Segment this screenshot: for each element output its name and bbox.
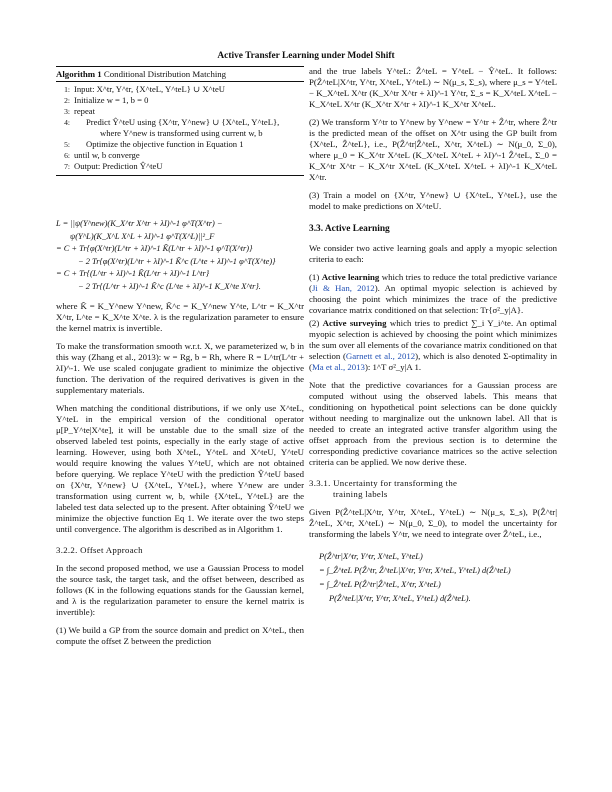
paragraph: where K̃ = K_Y^new Y^new, K̃^c = K_Y^new Y^te, L^tr = K_X^tr X^tr, L^te = K_X^te X^te. λ is the regularization parameter to ensure the kernel matrix is invertible. bbox=[56, 301, 304, 333]
running-head: Active Transfer Learning under Model Shift bbox=[217, 51, 395, 61]
paragraph: Given P(Ẑ^teL|X^tr, Y^tr, X^teL, Y^teL) ∼ N(μ_s, Σ_s), P(Ẑ^tr|Ẑ^teL, X^tr, X^teL) ∼ N(μ_0, Σ_0), to model the uncertainty for transforming the labels Y^tr, we need to integrate over Ẑ^teL, i.e., bbox=[309, 507, 557, 539]
section-heading-offset: 3.2.2. Offset Approach bbox=[56, 545, 143, 555]
integral-equation: P(Ẑ^tr|X^tr, Y^tr, X^teL, Y^teL) = ∫_Ẑ^teL P(Ẑ^tr, Ẑ^teL|X^tr, Y^tr, X^teL, Y^teL) d(Ẑ^teL) = ∫_Ẑ^teL P(Ẑ^tr|Ẑ^teL, X^tr, X^teL) P(Ẑ^teL|X^tr, Y^tr, X^teL, Y^teL) d(Ẑ^teL). bbox=[319, 552, 511, 603]
active-learning-item: (1) Active learning which tries to reduce the total predictive variance (Ji & Han, 2012). An optimal myopic selection is achieved by choosing the point which minimizes the trace of the predictive covariance matrix conditioned on that selection: Tr{σ²_y|A}. bbox=[309, 272, 557, 315]
algorithm-label: Algorithm 1 bbox=[56, 69, 102, 79]
algorithm-line: 3: repeat bbox=[64, 106, 95, 116]
algorithm-box bbox=[56, 66, 304, 176]
algorithm-title-text: Conditional Distribution Matching bbox=[103, 69, 227, 79]
algorithm-line: where Y^new is transformed using current w, b bbox=[100, 128, 263, 138]
algorithm-title bbox=[56, 67, 304, 82]
active-surveying-item: (2) Active surveying which tries to predict ∑_i Y_i^te. An optimal myopic selection is achieved by choosing the point which minimizes the sum over all elements of the covariance matrix conditioned on that selection (Garnett et al., 2012), which is also denoted Σ-optimality in (Ma et al., 2013): 1^T σ²_y|A 1. bbox=[309, 318, 557, 372]
citation-link[interactable]: Garnett et al., 2012 bbox=[345, 351, 416, 361]
section-heading-active-learning: 3.3. Active Learning bbox=[309, 224, 390, 234]
algorithm-line: 5: Optimize the objective function in Equation 1 bbox=[64, 139, 244, 149]
paragraph: and the true labels Y^teL: Ẑ^teL = Y^teL − Ŷ^teL. It follows: P(Ẑ^teL|X^tr, Y^tr, X^teL, Y^teL) ∼ N(μ_s, Σ_s), where μ_s = Y^teL − K_X^teL X^tr (K_X^tr X^tr + λI)^-1 Y^tr, Σ_s = K_X^teL X^teL − K_X^teL X^tr (K_X^tr X^tr + λI)^-1 K_X^tr X^teL. bbox=[309, 66, 557, 109]
objective-equation: L = ||ψ(Y^new)(K_X^tr X^tr + λI)^-1 φ^T(X^tr) − ψ(Y^L)(K_X^L X^L + λI)^-1 φ^T(X^L)||²_F = C + Tr{φ(X^tr)(L^tr + λI)^-1 K̃(L^tr + λI)^-1 φ^T(X^tr)} − 2 Tr{φ(X^tr)(L^tr + λI)^-1 K̃^c (L^te + λI)^-1 φ^T(X^te)} = C + Tr{(L^tr + λI)^-1 K̃(L^tr + λI)^-1 L^tr} − 2 Tr{(L^tr + λI)^-1 K̃^c (L^te + λI)^-1 K_X^te X^tr}. bbox=[56, 219, 276, 291]
algorithm-line: 1: Input: X^tr, Y^tr, {X^teL, Y^teL} ∪ X^teU bbox=[64, 84, 225, 94]
paragraph: In the second proposed method, we use a Gaussian Process to model the source task, the target task, and the offset between, described as follows (K in the following equations stands for the Gaussian kernel, and λ is the regularization parameter to ensure the kernel matrix is invertible): bbox=[56, 563, 304, 617]
left-column bbox=[56, 66, 304, 654]
citation-link[interactable]: Ma et al., 2013 bbox=[311, 362, 365, 372]
algorithm-line: 7: Output: Prediction Ŷ^teU bbox=[64, 161, 163, 171]
paragraph: (1) We build a GP from the source domain and predict on X^teL, then compute the offset Z between the prediction bbox=[56, 625, 304, 646]
paragraph: When matching the conditional distributions, if we only use X^teL, Y^teL in the empirical version of the conditional operator μ[P_Y^te|X^te], it will be unstable due to the small size of the observed labeled test points, especially in the early stage of active learning. However, using both X^teL, Y^teL and X^teU, Y^teU would require knowing the values Y^teU, which are not obtained before querying. We replace Y^teU with the prediction Ŷ^teU based on {X^tr, Y^new} ∪ {X^teL, Y^teL}, where Y^new are under transformation using current w, b, while {X^teL, Y^teL} are the labeled test data selected up to the present. After obtaining Ŷ^teU we minimize the objective function Eq 1. We iterate over the two steps until convergence. The algorithm is described as in Algorithm 1. bbox=[56, 403, 304, 534]
section-heading-uncertainty: 3.3.1. Uncertainty for transforming the training labels bbox=[309, 478, 458, 499]
algorithm-line: 2: Initialize w = 1, b = 0 bbox=[64, 95, 149, 105]
paragraph: To make the transformation smooth w.r.t. X, we parameterized w, b in this way (Zhang et al., 2013): w = Rg, b = Rh, where R = L^tr(L^tr + λI)^-1. We use scaled conjugate gradient to minimize the objective function. The derivation of the required derivatives is given in the supplementary materials. bbox=[56, 341, 304, 395]
paragraph: (2) We transform Y^tr to Y^new by Y^new = Y^tr + Ẑ^tr, where Ẑ^tr is the predicted mean of the offset on X^tr using the GP built from {X^teL, Ẑ^teL}, i.e., P(Ẑ^tr|Ẑ^teL, X^tr, X^teL) ∼ N(μ_0, Σ_0), where μ_0 = K_X^tr X^teL (K_X^teL X^teL + λI)^-1 Ẑ^teL, Σ_0 = K_X^tr X^tr − K_X^tr X^teL (K_X^teL X^teL + λI)^-1 K_X^teL X^tr. bbox=[309, 117, 557, 182]
algorithm-line: 4: Predict Ŷ^teU using {X^tr, Y^new} ∪ {X^teL, Y^teL}, bbox=[64, 117, 280, 127]
paragraph: (3) Train a model on {X^tr, Y^new} ∪ {X^teL, Y^teL}, use the model to make predictions on X^teU. bbox=[309, 190, 557, 211]
right-column bbox=[309, 66, 557, 606]
algorithm-line: 6: until w, b converge bbox=[64, 150, 140, 160]
citation-link[interactable]: Ji & Han, 2012 bbox=[311, 283, 375, 293]
paragraph: We consider two active learning goals and apply a myopic selection criteria to each: bbox=[309, 243, 557, 264]
algorithm-lines bbox=[56, 82, 304, 175]
paragraph: Note that the predictive covariances for a Gaussian process are computed without using the observed labels. This means that conditioning on hypothetical point selections can be done quickly without needing to marginalize out the unknown label. All that is needed to create an integrated active transfer algorithm using the offset approach from the previous section is to determine the corresponding predictive covariance matrices so the active selection criteria can be applied. We now derive these. bbox=[309, 380, 557, 467]
